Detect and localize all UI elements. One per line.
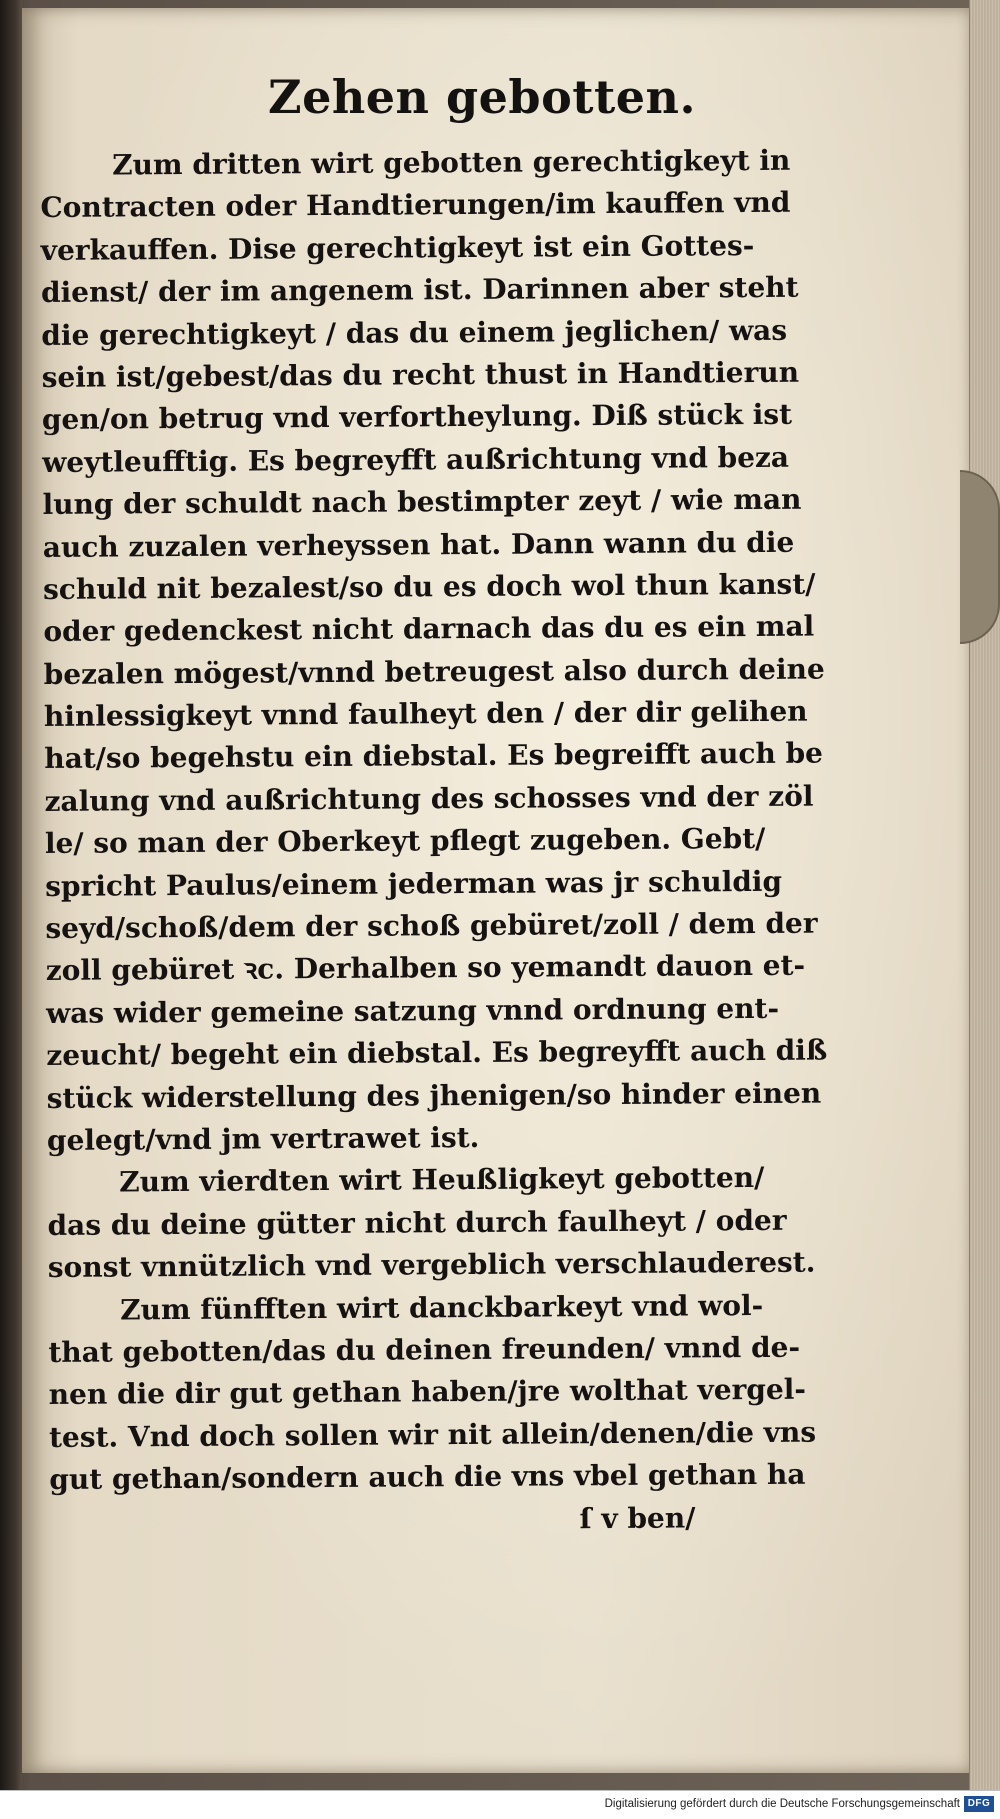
text-line: zeucht/ begeht ein diebstal. Es begreyfft auch diß bbox=[46, 1033, 828, 1073]
text-line: Zum vierdten wirt Heußligkeyt gebotten/ bbox=[119, 1161, 765, 1199]
text-line: sein ist/gebest/das du recht thust in Handtierun bbox=[41, 355, 800, 394]
text-line: oder gedenckest nicht darnach das du es ein mal bbox=[43, 609, 815, 649]
text-line: Zum dritten wirt gebotten gerechtigkeyt in bbox=[112, 143, 791, 182]
text-line: das du deine gütter nicht durch faulheyt / oder bbox=[47, 1203, 787, 1242]
text-line: le/ so man der Oberkeyt pflegt zugeben. Gebt/ bbox=[44, 822, 766, 861]
text-line: zoll gebüret ꝛc. Derhalben so yemandt dauon et- bbox=[45, 949, 806, 988]
text-line: test. Vnd doch sollen wir nit allein/denen/die vns bbox=[48, 1415, 817, 1454]
text-line: Contracten oder Handtierungen/im kauffen vnd bbox=[40, 186, 791, 225]
text-line: verkauffen. Dise gerechtigkeyt ist ein Gottes- bbox=[40, 228, 755, 267]
footer-bar bbox=[0, 1790, 1000, 1819]
body-text bbox=[40, 140, 828, 1544]
text-line: lung der schuldt nach bestimpter zeyt / wie man bbox=[42, 482, 802, 522]
catchword-line: ſ v ben/ bbox=[579, 1500, 696, 1535]
text-line: hat/so begehstu ein diebstal. Es begreifft auch be bbox=[44, 737, 824, 776]
page-clip bbox=[960, 470, 1000, 644]
text-line: weytleufftig. Es begreyfft außrichtung vnd beza bbox=[42, 440, 790, 479]
text-line: auch zuzalen verheyssen hat. Dann wann du die bbox=[42, 525, 795, 564]
page-edges bbox=[969, 0, 1000, 1790]
text-line: sonst vnnützlich vnd vergeblich verschlauderest. bbox=[47, 1245, 816, 1285]
text-line: gelegt/vnd jm vertrawet ist. bbox=[46, 1120, 480, 1157]
text-line: die gerechtigkeyt / das du einem jeglichen/ was bbox=[41, 313, 788, 352]
text-line: nen die dir gut gethan haben/jre wolthat vergel- bbox=[48, 1373, 807, 1412]
text-line: stück widerstellung des jhenigen/so hinder einen bbox=[46, 1076, 822, 1115]
book-gutter bbox=[0, 0, 22, 1790]
text-line: spricht Paulus/einem jederman was jr schuldig bbox=[45, 864, 783, 903]
page-heading: Zehen gebotten. bbox=[267, 70, 696, 124]
text-line: zalung vnd außrichtung des schosses vnd der zöl bbox=[44, 779, 814, 818]
text-line: gut gethan/sondern auch die vns vbel gethan ha bbox=[49, 1457, 806, 1497]
text-line: seyd/schoß/dem der schoß gebüret/zoll / dem der bbox=[45, 906, 818, 946]
text-line: that gebotten/das du deinen freunden/ vnnd de- bbox=[48, 1330, 801, 1369]
text-line: was wider gemeine satzung vnnd ordnung ent- bbox=[45, 991, 780, 1030]
text-line: gen/on betrug vnd verfortheylung. Diß stück ist bbox=[41, 398, 793, 437]
text-line: dienst/ der im angenem ist. Darinnen aber steht bbox=[40, 270, 799, 310]
footer-credit: Digitalisierung gefördert durch die Deutsche Forschungsgemeinschaft bbox=[604, 1798, 960, 1810]
text-line: Zum fünfften wirt danckbarkeyt vnd wol- bbox=[120, 1288, 764, 1327]
text-line: hinlessigkeyt vnnd faulheyt den / der dir gelihen bbox=[43, 694, 808, 734]
dfg-logo: DFG bbox=[964, 1796, 994, 1812]
text-line: schuld nit bezalest/so du es doch wol thun kanst/ bbox=[42, 567, 816, 606]
text-line: bezalen mögest/vnnd betreugest also durch deine bbox=[43, 652, 825, 691]
